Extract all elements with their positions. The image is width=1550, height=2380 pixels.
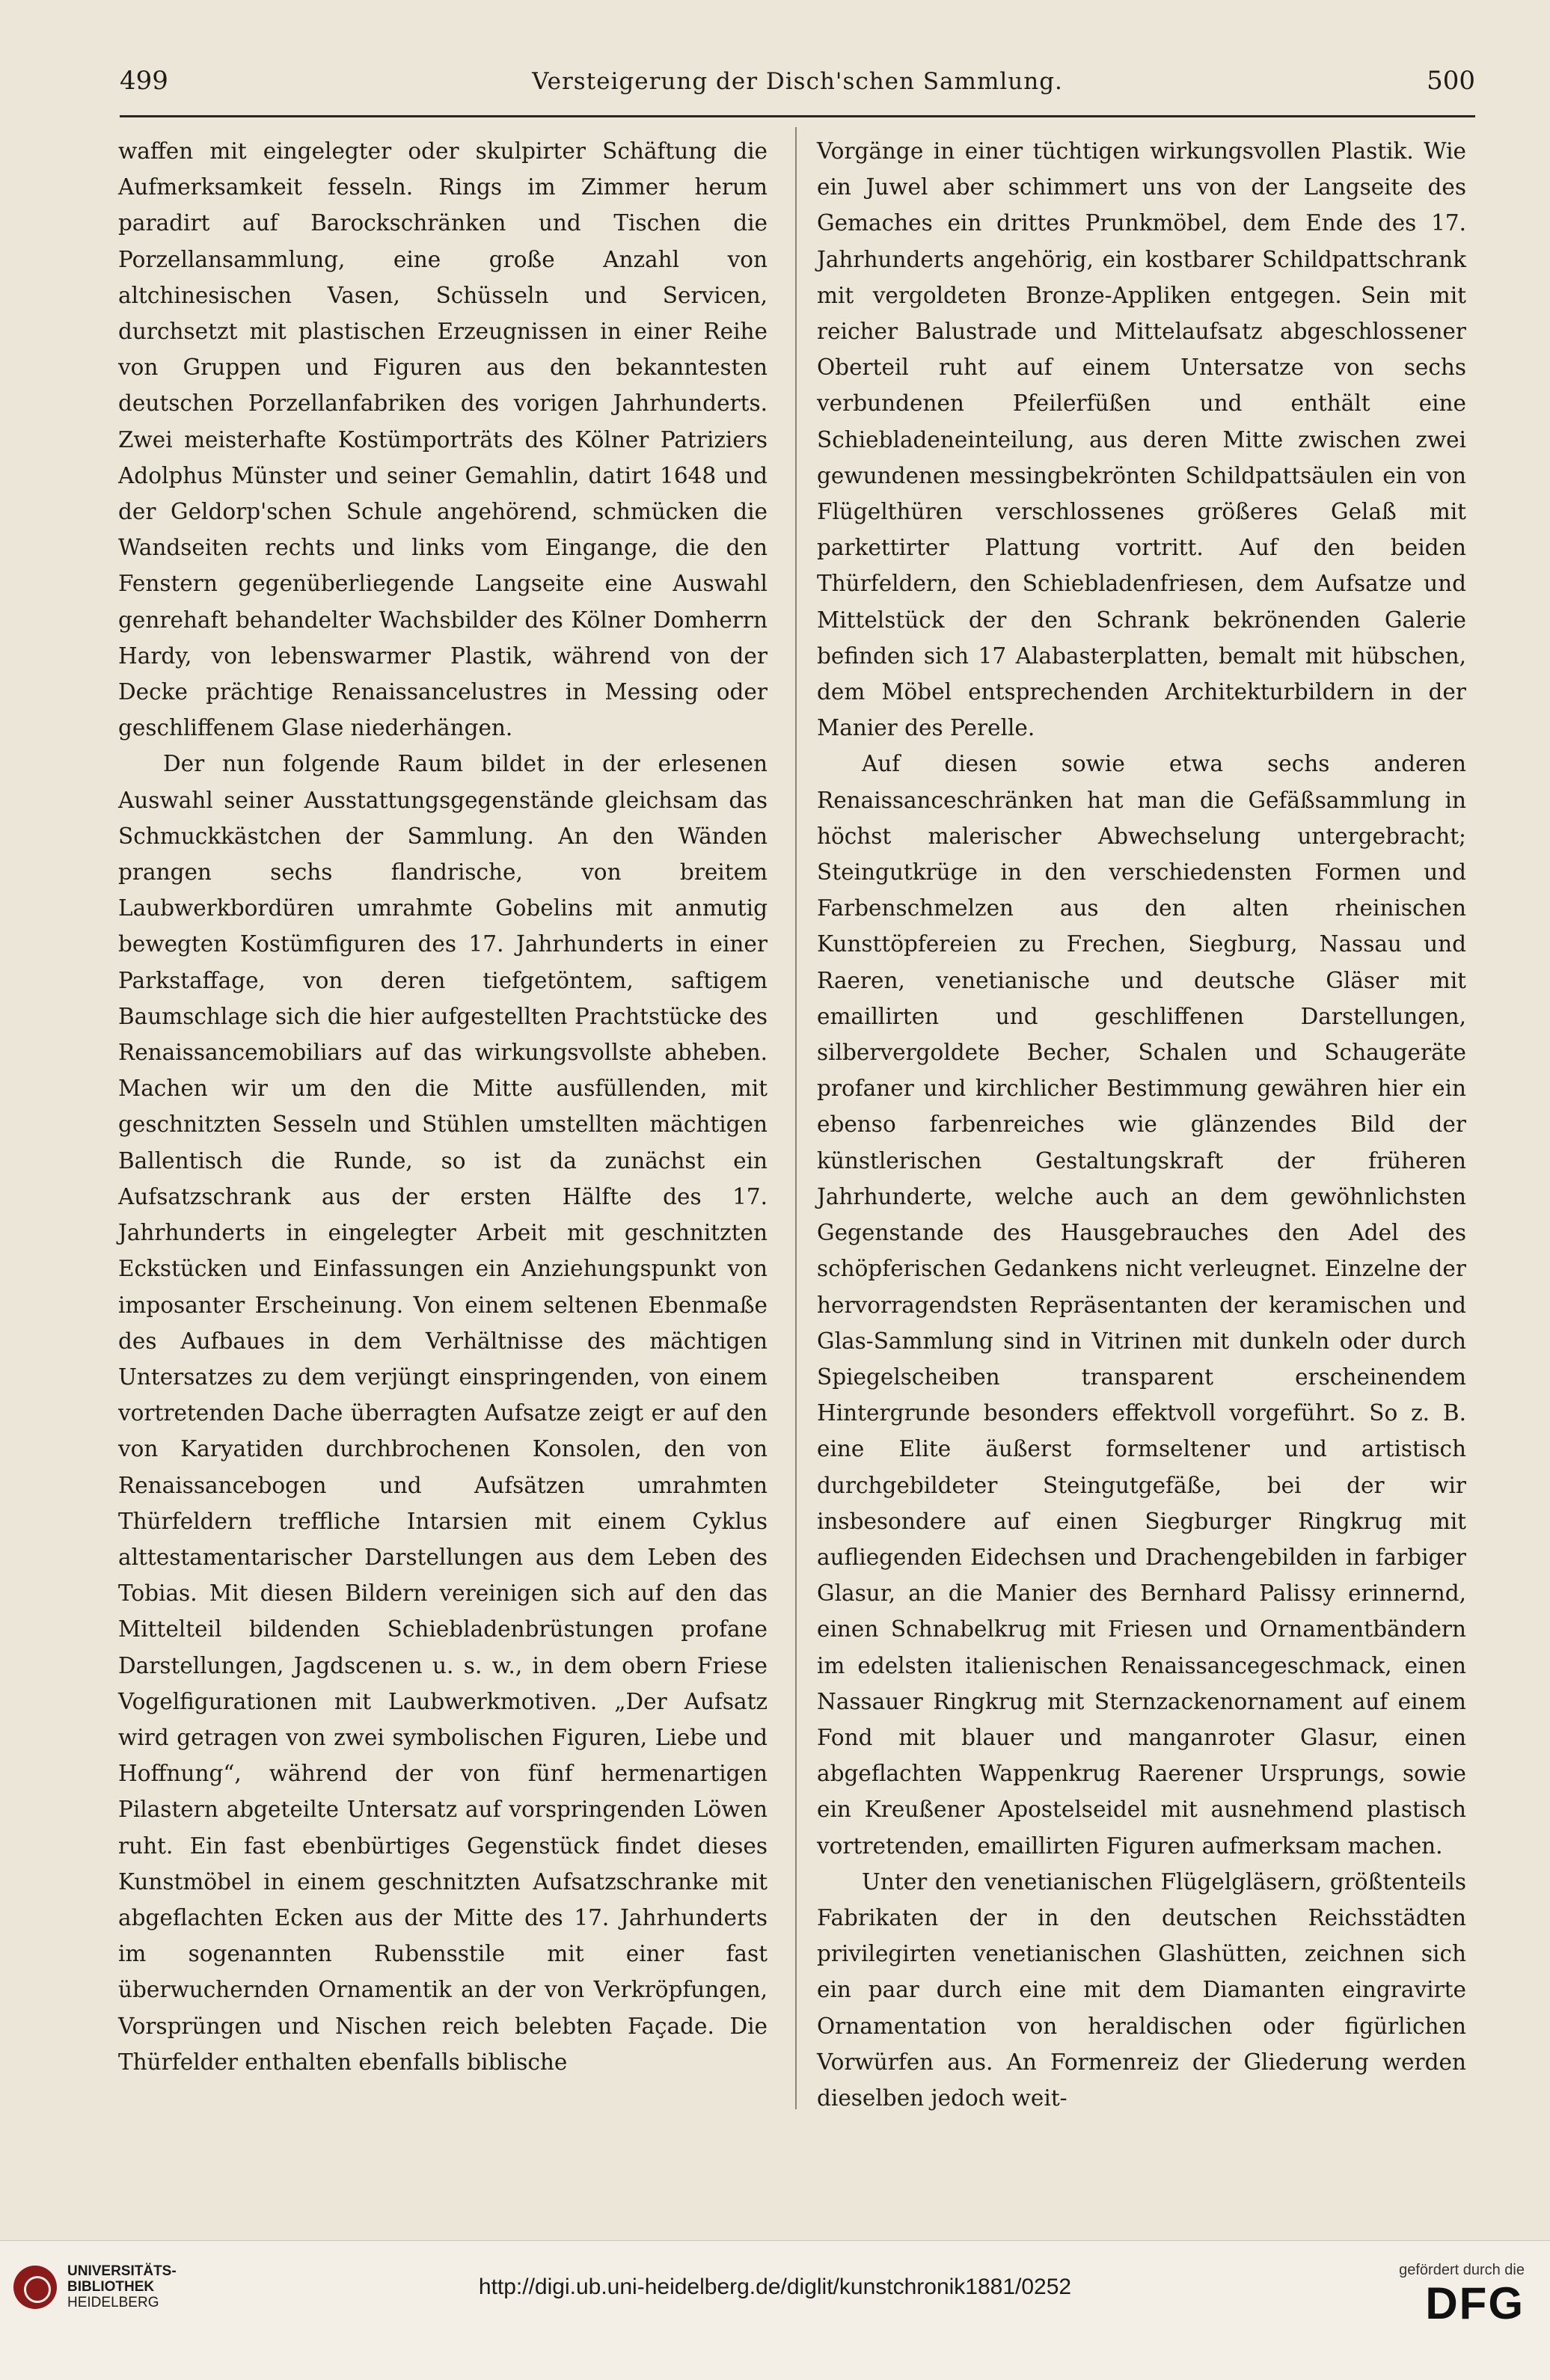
permalink-url[interactable]: http://digi.ub.uni-heidelberg.de/diglit/kunstchronik1881/0252 <box>478 2275 1072 2299</box>
funder-label: gefördert durch die <box>1399 2262 1525 2278</box>
paragraph: waffen mit eingelegter oder skulpirter Schäftung die Aufmerksamkeit fesseln. Rings im Zimmer herum paradirt auf Barockschränken und Tischen die Porzellansammlung, eine große Anzahl von altchinesischen Vasen, Schüsseln und Servicen, durchsetzt mit plastischen Erzeugnissen in einer Reihe von Gruppen und Figuren aus den bekanntesten deutschen Porzellanfabriken des vorigen Jahrhunderts. Zwei meisterhafte Kostümporträts des Kölner Patriziers Adolphus Münster und seiner Gemahlin, datirt 1648 und der Geldorp'schen Schule angehörend, schmücken die Wandseiten rechts und links vom Eingange, die den Fenstern gegenüberliegende Langseite eine Auswahl genrehaft behandelter Wachsbilder des Kölner Domherrn Hardy, von lebenswarmer Plastik, während von der Decke prächtige Renaissancelustres in Messing oder geschliffenem Glase niederhängen. <box>118 138 768 741</box>
paragraph: Unter den venetianischen Flügelgläsern, größtenteils Fabrikaten der in den deutschen Reichsstädten privilegirten venetianischen Glashütten, zeichnen sich ein paar durch eine mit dem Diamanten eingravirte Ornamentation von heraldischen oder figürlichen Vorwürfen aus. An Formenreiz der Gliederung werden dieselben jedoch weit- <box>817 1868 1466 2111</box>
column-divider <box>795 127 797 2109</box>
digitization-footer <box>0 2240 1550 2380</box>
paragraph: Auf diesen sowie etwa sechs anderen Renaissanceschränken hat man die Gefäßsammlung in höchst malerischer Abwechselung untergebracht; Steingutkrüge in den verschiedensten Formen und Farbenschmelzen aus den alten rheinischen Kunsttöpfereien zu Frechen, Siegburg, Nassau und Raeren, venetianische und deutsche Gläser mit emaillirten und geschliffenen Darstellungen, silbervergoldete Becher, Schalen und Schaugeräte profaner und kirchlicher Bestimmung gewähren hier ein ebenso farbenreiches wie glänzendes Bild der künstlerischen Gestaltungskraft der früheren Jahrhunderte, welche auch an dem gewöhnlichsten Gegenstande des Hausgebrauches den Adel des schöpferischen Gedankens nicht verleugnet. Einzelne der hervorragendsten Repräsentanten der keramischen und Glas-Sammlung sind in Vitrinen mit dunkeln oder durch Spiegelscheiben transparent erscheinendem Hintergrunde besonders effektvoll vorgeführt. So z. B. eine Elite äußerst formseltener und artistisch durchgebildeter Steingutgefäße, bei der wir insbesondere auf einen Siegburger Ringkrug mit aufliegenden Eidechsen und Drachengebilden in farbiger Glasur, an die Manier des Bernhard Palissy erinnernd, einen Schnabelkrug mit Friesen und Ornamentbändern im edelsten italienischen Renaissancegeschmack, einen Nassauer Ringkrug mit Sternzackenornament auf einem Fond mit blauer und manganroter Glasur, einen abgeflachten Wappenkrug Raerener Ursprungs, sowie ein Kreußener Apostelseidel mit ausnehmend plastisch vortretenden, emaillirten Figuren aufmerksam machen. <box>817 751 1466 1859</box>
library-line: BIBLIOTHEK <box>67 2279 155 2295</box>
running-header <box>120 66 1475 96</box>
header-rule <box>120 115 1475 117</box>
page-number-right: 500 <box>1427 66 1475 96</box>
left-column <box>118 133 768 2080</box>
paragraph: Vorgänge in einer tüchtigen wirkungsvollen Plastik. Wie ein Juwel aber schimmert uns von der Langseite des Gemaches ein drittes Prunkmöbel, dem Ende des 17. Jahrhunderts angehörig, ein kostbarer Schildpattschrank mit vergoldeten Bronze-Appliken entgegen. Sein mit reicher Balustrade und Mittelaufsatz abgeschlossener Oberteil ruht auf einem Untersatze von sechs verbundenen Pfeilerfüßen und enthält eine Schiebladeneinteilung, aus deren Mitte zwischen zwei gewundenen messingbekrönten Schildpattsäulen ein von Flügelthüren verschlossenes größeres Gelaß mit parkettirter Plattung vortritt. Auf den beiden Thürfeldern, den Schiebladenfriesen, dem Aufsatze und Mittelstück der den Schrank bekrönenden Galerie befinden sich 17 Alabasterplatten, bemalt mit hübschen, dem Möbel entsprechenden Architekturbildern in der Manier des Perelle. <box>817 138 1466 741</box>
dfg-mark: DFG <box>1425 2278 1525 2328</box>
dfg-logo[interactable] <box>1399 2262 1525 2328</box>
page-number-left: 499 <box>120 66 168 96</box>
library-line: HEIDELBERG <box>67 2295 159 2310</box>
library-line: UNIVERSITÄTS- <box>67 2263 177 2279</box>
paragraph: Der nun folgende Raum bildet in der erlesenen Auswahl seiner Ausstattungsgegenstände gleichsam das Schmuckkästchen der Sammlung. An den Wänden prangen sechs flandrische, von breitem Laubwerkbordüren umrahmte Gobelins mit anmutig bewegten Kostümfiguren des 17. Jahrhunderts in einer Parkstaffage, von deren tiefgetöntem, saftigem Baumschlage sich die hier aufgestellten Prachtstücke des Renaissancemobiliars auf das wirkungsvollste abheben. Machen wir um den die Mitte ausfüllenden, mit geschnitzten Sesseln und Stühlen umstellten mächtigen Ballentisch die Runde, so ist da zunächst ein Aufsatzschrank aus der ersten Hälfte des 17. Jahrhunderts in eingelegter Arbeit mit geschnitzten Eckstücken und Einfassungen ein Anziehungspunkt von imposanter Erscheinung. Von einem seltenen Ebenmaße des Aufbaues in dem Verhältnisse des mächtigen Untersatzes zu dem verjüngt einspringenden, von einem vortretenden Dache überragten Aufsatze zeigt er auf den von Karyatiden durchbrochenen Konsolen, den von Renaissancebogen und Aufsätzen umrahmten Thürfeldern treffliche Intarsien mit einem Cyklus alttestamentarischer Darstellungen aus dem Leben des Tobias. Mit diesen Bildern vereinigen sich auf den das Mittelteil bildenden Schiebladenbrüstungen profane Darstellungen, Jagdscenen u. s. w., in dem obern Friese Vogelfigurationen mit Laubwerkmotiven. „Der Aufsatz wird getragen von zwei symbolischen Figuren, Liebe und Hoffnung“, während der von fünf hermenartigen Pilastern abgeteilte Untersatz auf vorspringenden Löwen ruht. Ein fast ebenbürtiges Gegenstück findet dieses Kunstmöbel in einem geschnitzten Aufsatzschranke mit abgeflachten Ecken aus der Mitte des 17. Jahrhunderts im sogenannten Rubensstile mit einer fast überwuchernden Ornamentik an der von Verkröpfungen, Vorsprüngen und Nischen reich belebten Façade. Die Thürfelder enthalten ebenfalls biblische <box>118 751 768 2075</box>
right-column <box>817 133 1466 2116</box>
running-title: Versteigerung der Disch'schen Sammlung. <box>532 68 1063 95</box>
